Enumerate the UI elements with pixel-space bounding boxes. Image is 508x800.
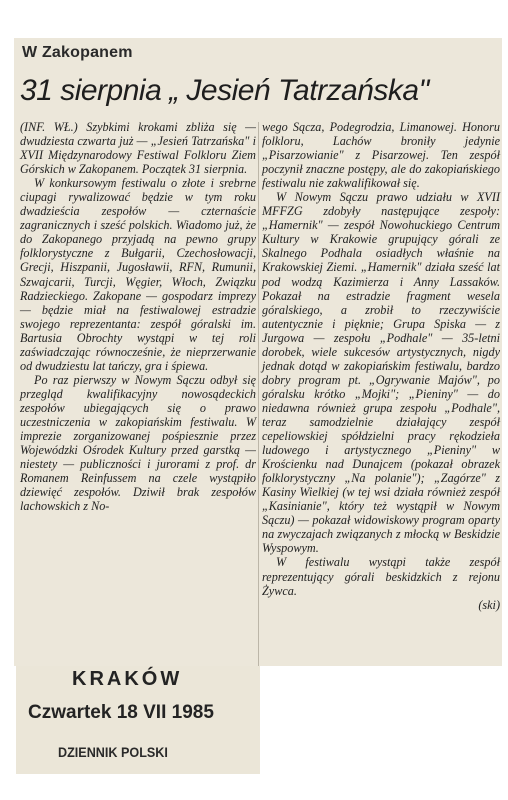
article-paragraph: W festiwalu wystąpi także zespół reprezentujący górali beskidzkich z rejonu Żywca. [262,555,500,598]
article-column-right [262,120,500,612]
article-paragraph: (INF. WŁ.) Szybkimi krokami zbliża się — dwudziesta czwarta już — „Jesień Tatrzańska" i XVII Międzynarodowy Festiwal Folkloru Ziem Górskich w Zakopanem. Początek 31 sierpnia. [20,120,256,177]
column-divider [258,122,259,722]
author-signature: (ski) [478,597,500,612]
stamp-city: KRAKÓW [72,668,183,690]
article-paragraph: W konkursowym festiwalu o złote i srebrne ciupagi rywalizować będzie w tym roku dwadzieścia zespołów — czternaście zagranicznych i sześć polskich. Wiadomo już, że do Zakopanego przyjadą na pewno grupy folklorystyczne z Bułgarii, Czechosłowacji, Grecji, Hiszpanii, Jugosławii, RFN, Rumunii, Szwajcarii, Turcji, Węgier, Włoch, Związku Radzieckiego. Zakopane — gospodarz imprezy — będzie miał na festiwalowej estradzie swojego reprezentanta: zespół góralski im. Bartusia Obrochty wystąpi w tej roli zaświadczając równocześnie, że nieprzerwanie od dwudziestu lat tańczy, gra i śpiewa. [20,176,256,373]
stamp-date: Czwartek 18 VII 1985 [28,702,214,723]
article-paragraph: W Nowym Sączu prawo udziału w XVII MFFZG zdobyły następujące zespoły: „Hamernik" — zespół Nowohuckiego Centrum Kultury w Krakowie grupujący górali ze Skalnego Podhala osiadłych właśnie na Krakowskiej Ziemi. „Hamernik" działa sześć lat pod wodzą Kazimierza i Anny Lassaków. Pokazał na estradzie fragment wesela góralskiego, a zrobił to rzeczywiście autentycznie i pięknie; Grupa Spiska — z Jurgowa — zespołu „Podhale" — 35-letni dorobek, wiele sukcesów artystycznych, nigdy jednak dotąd w zakopiańskim festiwalu, bardzo dobry program pt. „Ogrywanie Majów", po góralsku krótko „Mojki"; „Pieniny" — do niedawna również grupa zespołu „Podhale", teraz samodzielnie działający zespół cepeliowskiej spółdzielni pracy rękodzieła ludowego i artystycznego „Pieniny" w Krościenku nad Dunajcem (pokazał obrazek folklorystyczny „Na polanie"); „Zagórze" z Kasiny Wielkiej (w tej wsi działa również zespół „Kasinianie", który też wystąpił w Nowym Sączu) — pokazał widowiskowy program oparty na zwyczajach związanych z młocką w Beskidzie Wyspowym. [262,190,500,556]
article-paragraph: Po raz pierwszy w Nowym Sączu odbył się przegląd kwalifikacyjny nowosądeckich zespołów ubiegających się o prawo uczestniczenia w zakopiańskim festiwalu. W imprezie zorganizowanej pośpiesznie przez Wojewódzki Ośrodek Kultury przed garstką — niestety — publiczności i jurorami z prof. dr Romanem Reinfussem na czele wystąpiło dziewięć zespołów. Dziwił brak zespołów lachowskich z No- [20,372,256,514]
stamp-newspaper-name: DZIENNIK POLSKI [58,744,168,760]
article-paragraph: wego Sącza, Podegrodzia, Limanowej. Honoru folkloru, Lachów broniły jedynie „Pisarzowianie" z Pisarzowej. Ten zespół poczynił znaczne postępy, ale do zakopiańskiego festiwalu nie zakwalifikował się. [262,120,500,191]
article-headline: 31 sierpnia „ Jesień Tatrzańska" [20,74,429,107]
section-rubric: W Zakopanem [22,44,133,61]
article-column-left [20,120,256,513]
